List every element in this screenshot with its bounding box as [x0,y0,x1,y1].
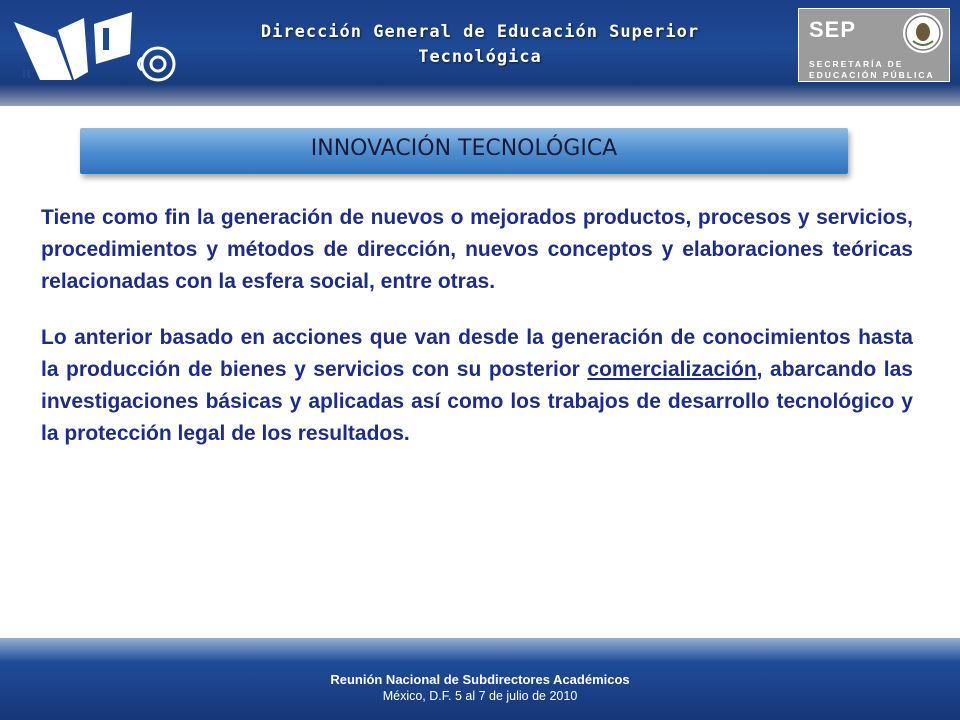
header-title-line1: Dirección General de Educación Superior [260,22,700,42]
slide-body [41,202,913,450]
footer-event: Reunión Nacional de Subdirectores Académicos [330,672,630,687]
mexican-seal-icon [903,13,943,53]
slide-title: INNOVACIÓN TECNOLÓGICA [310,136,618,161]
paragraph-2 [41,322,913,450]
paragraph-2-start: Lo anterior basado en acciones que van desde la generación de conocimientos hasta la producción de bienes y servicios con su posterior [41,326,913,381]
sep-logo [798,8,950,82]
header-banner [0,0,960,106]
comercializacion-link[interactable]: comercialización [587,358,757,381]
sep-line2: EDUCACIÓN PÚBLICA [809,70,935,80]
paragraph-1: Tiene como fin la generación de nuevos o mejorados productos, procesos y servicios, procedimientos y métodos de dirección, nuevos conceptos y elaboraciones teóricas relacionadas con la esfera social, entre otras. [41,206,913,293]
paragraph-2-end: , abarcando las investigaciones básicas y aplicadas así como los trabajos de desarrollo tecnológico y la protección legal de los resultados. [41,358,913,445]
footer-banner [0,638,960,720]
svg-text:it: it [22,65,32,82]
sep-line1: SECRETARÍA DE [809,59,904,69]
header-title-line2: Tecnológica [418,47,542,67]
header-title [200,20,760,70]
sep-title: SEP [809,17,857,42]
it-logo-icon [10,8,190,94]
footer-date: México, D.F. 5 al 7 de julio de 2010 [382,689,578,703]
